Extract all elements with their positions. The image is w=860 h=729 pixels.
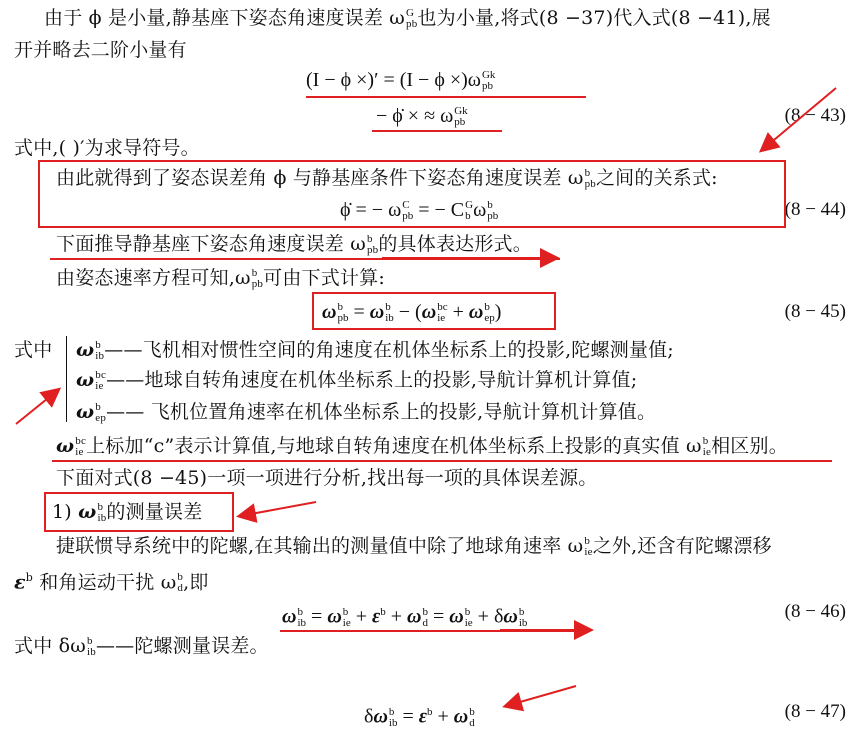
paragraph-4: 由姿态速率方程可知,ω b pb 可由下式计算:	[56, 267, 385, 290]
section-1-heading: 1) ω b ib 的测量误差	[52, 501, 203, 524]
definition-omega-ib: ω b ib ——飞机相对惯性空间的角速度在机体坐标系上的投影,陀螺测量值;	[76, 339, 674, 362]
equation-8-43-line-2: − ϕ̇ × ≈ ω Gk pb	[376, 105, 468, 129]
measurement-error-note: 式中 δω b ib ——陀螺测量误差。	[14, 635, 269, 658]
paragraph-7-line-1: 捷联惯导系统中的陀螺,在其输出的测量值中除了地球角速率 ω b ie 之外,还含有陀螺漂移	[56, 535, 772, 558]
definition-omega-ep: ω b ep —— 飞机位置角速率在机体坐标系上的投影,导航计算机计算值。	[76, 401, 657, 424]
equation-number-8-45: (8 − 45)	[784, 301, 846, 322]
paragraph-5: ω bc ie 上标加“c”表示计算值,与地球自转角速度在机体坐标系上投影的真实值 ω b ie 相区别。	[56, 435, 788, 458]
equation-number-8-47: (8 − 47)	[784, 701, 846, 722]
equation-8-46: ω b ib = ω b ie + $\varepsilon^b + \omega$ b d = ω b ie + δω b ib	[282, 605, 528, 630]
where-label: 式中	[14, 339, 53, 361]
arrow-to-definitions	[16, 390, 58, 424]
equation-8-44: ϕ̇ = − ω C pb = − C G b ω b pb	[340, 199, 499, 223]
paragraph-1-line-2: 开并略去二阶小量有	[14, 39, 187, 61]
equation-8-43-line-1: (I − ϕ ×)′ = (I − ϕ ×)ω Gk pb	[306, 69, 496, 93]
arrow-to-relation-box	[762, 88, 836, 150]
equation-number-8-43: (8 − 43)	[784, 105, 846, 126]
paragraph-2-relation: 由此就得到了姿态误差角 ϕ 与静基座条件下姿态角速度误差 ω b pb 之间的关系式:	[56, 167, 718, 190]
equation-number-8-44: (8 − 44)	[784, 199, 846, 220]
equation-8-45: ω b pb = ω b ib − (ω bc ie + ω b ep )	[322, 301, 502, 325]
equation-8-47: δω b ib = $\varepsilon^b + \omega$ b d	[364, 705, 475, 729]
equation-number-8-46: (8 − 46)	[784, 601, 846, 622]
paragraph-7-line-2: $\varepsilon^b$ 和角运动干扰 ω b d ,即	[14, 571, 209, 595]
arrow-to-eq47	[506, 686, 576, 706]
paragraph-1-line-1: 由于 ϕ 是小量,静基座下姿态角速度误差 ω G pb 也为小量,将式(8 −37)代入式(8 −41),展	[44, 7, 771, 30]
arrow-to-section-1	[240, 502, 316, 516]
derivative-note: 式中,( )′为求导符号。	[14, 137, 200, 159]
paragraph-6: 下面对式(8 −45)一项一项进行分析,找出每一项的具体误差源。	[56, 467, 598, 489]
definition-omega-ie: ω bc ie ——地球自转角速度在机体坐标系上的投影,导航计算机计算值;	[76, 369, 638, 392]
paragraph-3: 下面推导静基座下姿态角速度误差 ω b pb 的具体表达形式。	[56, 233, 532, 256]
